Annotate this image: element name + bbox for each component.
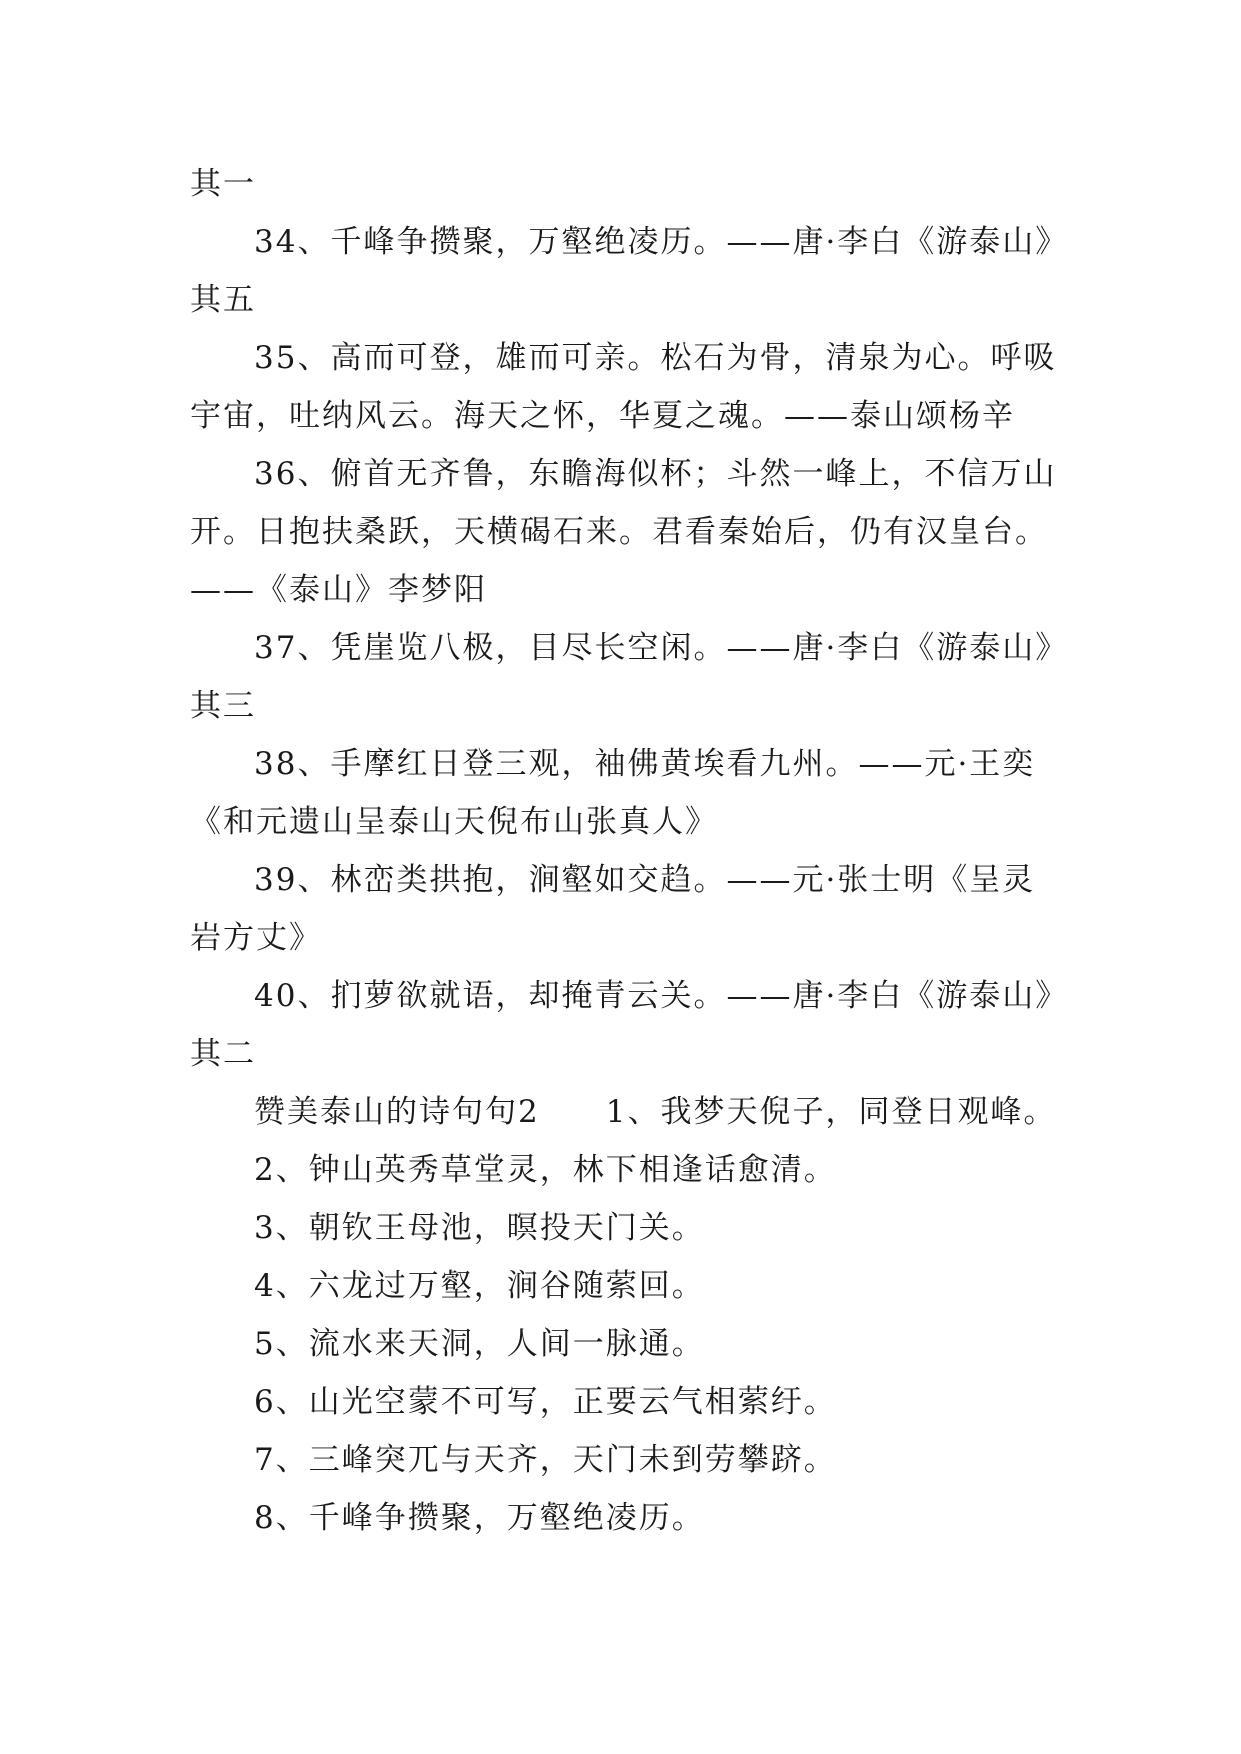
text-line: 5、流水来天洞，人间一脉通。 [254,1326,705,1362]
text-line: 宇宙，吐纳风云。海天之怀，华夏之魂。——泰山颂杨辛 [190,398,1015,434]
text-line: 其二 [190,1036,256,1072]
text-line: 开。日抱扶桑跃，天横碣石来。君看秦始后，仍有汉皇台。 [190,514,1048,550]
text-line: 7、三峰突兀与天齐，天门未到劳攀跻。 [254,1442,837,1478]
text-line: 赞美泰山的诗句句2 1、我梦天倪子，同登日观峰。 [254,1094,1057,1130]
text-line: 6、山光空蒙不可写，正要云气相萦纡。 [254,1384,837,1420]
text-line: 35、高而可登，雄而可亲。松石为骨，清泉为心。呼吸 [254,340,1057,376]
text-line: 40、扪萝欲就语，却掩青云关。——唐·李白《游泰山》 [254,978,1069,1014]
document-body [190,155,1070,1547]
text-line: 岩方丈》 [190,920,322,956]
text-line: 2、钟山英秀草堂灵，林下相逢话愈清。 [254,1152,837,1188]
text-line: 38、手摩红日登三观，袖佛黄埃看九州。——元·王奕 [254,746,1036,782]
text-line: 37、凭崖览八极，目尽长空闲。——唐·李白《游泰山》 [254,630,1069,666]
text-line: 3、朝钦王母池，暝投天门关。 [254,1210,705,1246]
text-line: ——《泰山》李梦阳 [190,572,487,608]
text-line: 39、林峦类拱抱，涧壑如交趋。——元·张士明《呈灵 [254,862,1036,898]
text-line: 其三 [190,688,256,724]
text-line: 34、千峰争攒聚，万壑绝凌历。——唐·李白《游泰山》 [254,224,1069,260]
text-line: 8、千峰争攒聚，万壑绝凌历。 [254,1500,705,1536]
text-line: 《和元遗山呈泰山天倪布山张真人》 [190,804,718,840]
text-line: 4、六龙过万壑，涧谷随萦回。 [254,1268,705,1304]
text-line: 其五 [190,282,256,318]
text-line: 其一 [190,166,256,202]
text-line: 36、俯首无齐鲁，东瞻海似杯；斗然一峰上，不信万山 [254,456,1057,492]
